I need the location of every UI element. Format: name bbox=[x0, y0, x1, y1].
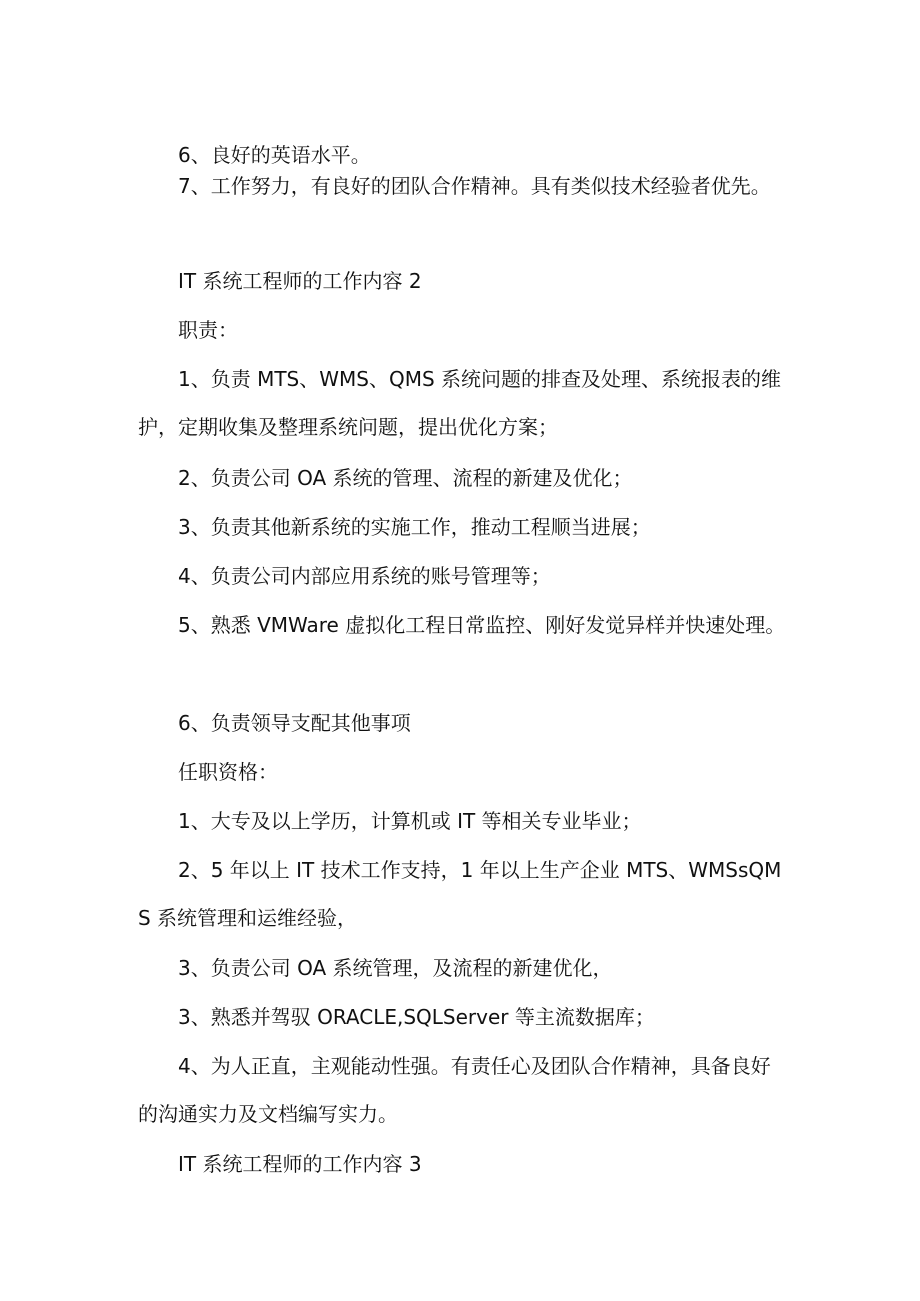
duties-label: 职责： bbox=[178, 318, 238, 342]
paragraph-requirement-7: 7、工作努力，有良好的团队合作精神。具有类似技术经验者优先。 bbox=[178, 174, 771, 198]
qualification-item-1: 1、大专及以上学历，计算机或 IT 等相关专业毕业； bbox=[178, 809, 642, 833]
qualification-item-3b: 3、熟悉并驾驭 ORACLE,SQLServer 等主流数据库； bbox=[178, 1005, 655, 1029]
qualification-item-2: 2、5 年以上 IT 技术工作支持，1 年以上生产企业 MTS、WMSsQMS 系统管理和运维经验， bbox=[138, 858, 782, 930]
qualifications-label: 任职资格： bbox=[178, 760, 278, 784]
duty-item-4: 4、负责公司内部应用系统的账号管理等； bbox=[178, 564, 551, 588]
duty-item-5: 5、熟悉 VMWare 虚拟化工程日常监控、刚好发觉异样并快速处理。 bbox=[178, 613, 786, 637]
duty-item-3: 3、负责其他新系统的实施工作，推动工程顺当进展； bbox=[178, 515, 651, 539]
duty-item-6: 6、负责领导支配其他事项 bbox=[178, 711, 411, 735]
section-heading-2: IT 系统工程师的工作内容 2 bbox=[178, 269, 422, 293]
paragraph-requirement-6: 6、良好的英语水平。 bbox=[178, 143, 371, 167]
duty-item-2: 2、负责公司 OA 系统的管理、流程的新建及优化； bbox=[178, 466, 633, 490]
duty-item-1: 1、负责 MTS、WMS、QMS 系统问题的排查及处理、系统报表的维护，定期收集及整理系统问题，提出优化方案； bbox=[138, 367, 782, 439]
qualification-item-3a: 3、负责公司 OA 系统管理，及流程的新建优化， bbox=[178, 956, 613, 980]
qualification-item-4: 4、为人正直，主观能动性强。有责任心及团队合作精神，具备良好的沟通实力及文档编写实力。 bbox=[138, 1054, 771, 1126]
section-heading-3: IT 系统工程师的工作内容 3 bbox=[178, 1152, 422, 1176]
